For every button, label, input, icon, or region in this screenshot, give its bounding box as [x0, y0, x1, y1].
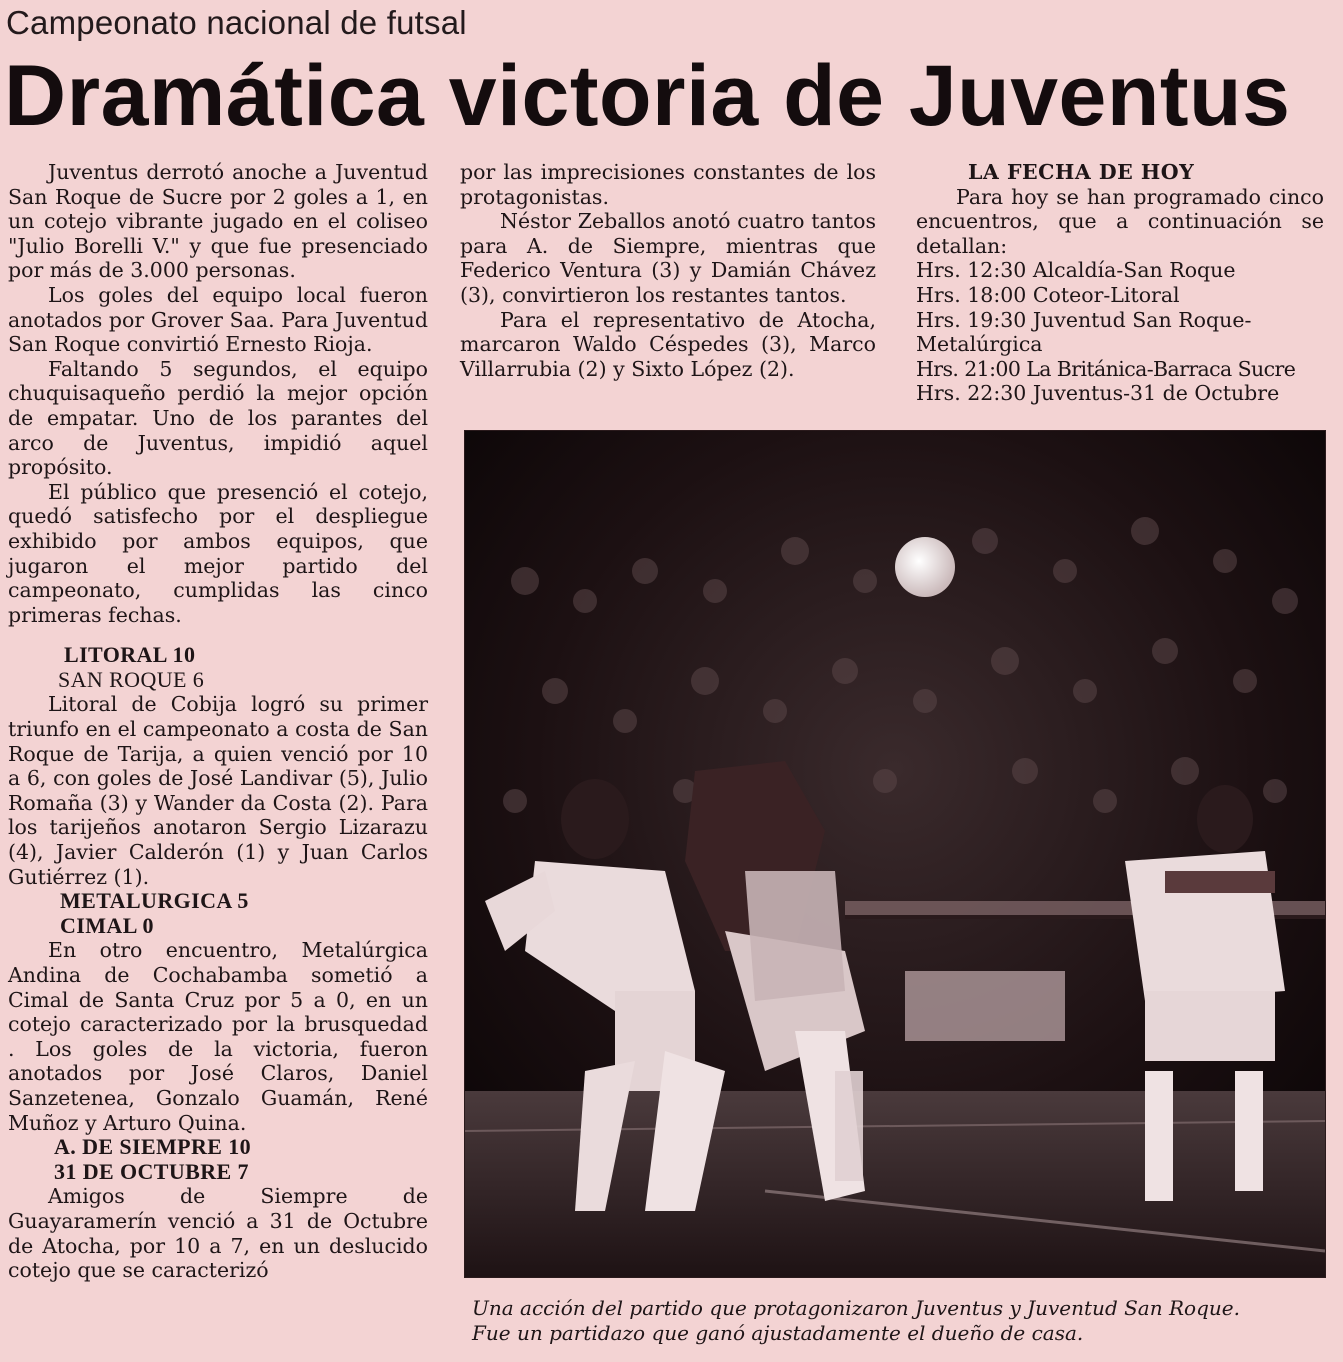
column-1	[8, 160, 428, 1283]
column-2	[460, 160, 876, 381]
schedule-item: Hrs. 22:30 Juventus-31 de Octubre	[916, 381, 1280, 406]
schedule-item: Hrs. 19:30 Juventud San Roque-Metalúrgica	[916, 307, 1252, 357]
paragraph: El público que presenció el cotejo, quedó satisfecho por el despliegue exhibido por ambos equipos, que jugaron el mejor partido del campeonato, cumplidas las cinco primeras fechas.	[8, 479, 428, 627]
column-3	[916, 160, 1324, 406]
caption-line: Fue un partidazo que ganó ajustadamente el dueño de casa.	[472, 1321, 1084, 1345]
paragraph: Faltando 5 segundos, el equipo chuquisaqueño perdió la mejor opción de empatar. Uno de los parantes del arco de Juventus, impidió aquel propósito.	[8, 356, 428, 480]
photo-caption	[472, 1296, 1334, 1346]
result-heading: LITORAL 10	[64, 642, 196, 668]
schedule-item: Hrs. 12:30 Alcaldía-San Roque	[916, 258, 1236, 283]
paragraph: En otro encuentro, Metalúrgica Andina de Cochabamba sometió a Cimal de Santa Cruz por 5 a 0, en un cotejo caracterizado por la brusquedad . Los goles de la victoria, fueron anotados por José Claros, Daniel Sanzetenea, Gonzalo Guamán, René Muñoz y Arturo Quina.	[8, 938, 428, 1135]
paragraph: por las imprecisiones constantes de los protagonistas.	[460, 160, 876, 209]
result-heading: 31 DE OCTUBRE 7	[54, 1158, 249, 1184]
paragraph: Néstor Zeballos anotó cuatro tantos para A. de Siempre, mientras que Federico Ventura (3) y Damián Chávez (3), convirtieron los restantes tantos.	[460, 209, 876, 307]
paragraph: Para hoy se han programado cinco encuentros, que a continuación se detallan:	[916, 184, 1324, 258]
paragraph: Litoral de Cobija logró su primer triunfo en el campeonato a costa de San Roque de Tarija, a quien venció por 10 a 6, con goles de José Landivar (5), Julio Romaña (3) y Wander da Costa (2). Para los tarijeños anotaron Sergio Lizarazu (4), Javier Calderón (1) y Juan Carlos Gutiérrez (1).	[8, 692, 428, 889]
paragraph: Juventus derrotó anoche a Juventud San Roque de Sucre por 2 goles a 1, en un cotejo vibrante jugado en el coliseo "Julio Borelli V." y que fue presenciado por más de 3.000 personas.	[8, 160, 428, 283]
paragraph: Amigos de Siempre de Guayaramerín venció a 31 de Octubre de Atocha, por 10 a 7, en un deslucido cotejo que se caracterizó	[8, 1184, 428, 1283]
headline: Dramática victoria de Juventus	[4, 48, 1291, 144]
result-heading: A. DE SIEMPRE 10	[54, 1134, 252, 1160]
kicker: Campeonato nacional de futsal	[6, 4, 467, 41]
result-heading: SAN ROQUE 6	[58, 666, 205, 692]
paragraph: Para el representativo de Atocha, marcaron Waldo Céspedes (3), Marco Villarrubia (2) y Sixto López (2).	[460, 307, 876, 381]
caption-line: Una acción del partido que protagonizaron Juventus y Juventud San Roque.	[472, 1296, 1240, 1320]
paragraph: Los goles del equipo local fueron anotados por Grover Saa. Para Juventud San Roque convirtió Ernesto Rioja.	[8, 282, 428, 357]
schedule-item: Hrs. 21:00 La Británica-Barraca Sucre	[916, 356, 1296, 381]
result-heading: CIMAL 0	[60, 912, 154, 938]
result-heading: METALURGICA 5	[60, 888, 249, 914]
schedule-item: Hrs. 18:00 Coteor-Litoral	[916, 282, 1180, 307]
schedule-title: LA FECHA DE HOY	[968, 160, 1195, 184]
match-photo	[464, 430, 1326, 1278]
